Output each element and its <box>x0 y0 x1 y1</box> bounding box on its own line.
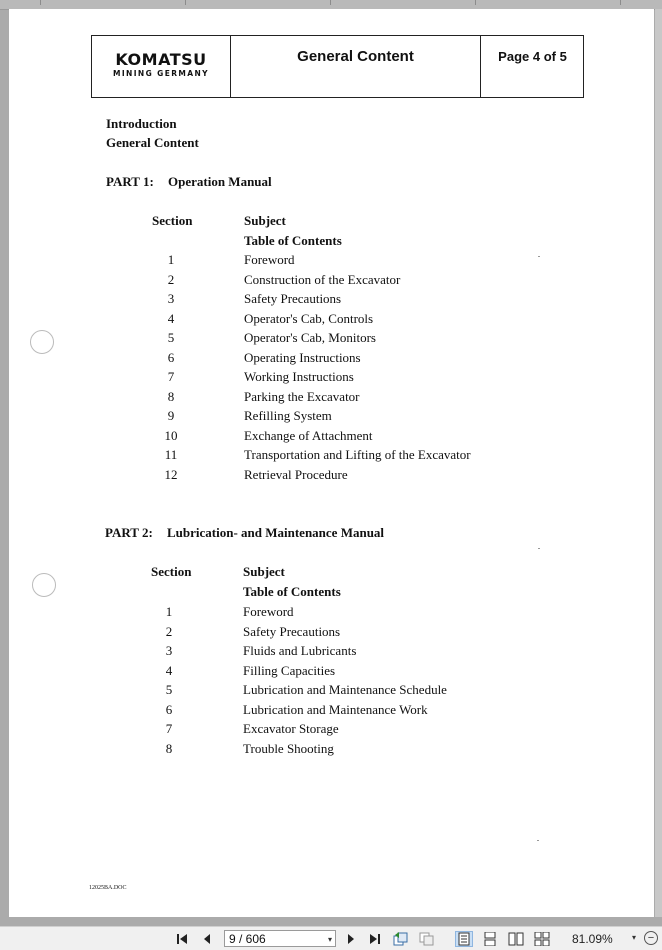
part2-subject: Safety Precautions <box>243 623 341 639</box>
part1-subject: Retrieval Procedure <box>244 466 348 482</box>
header-page-number: Page 4 of 5 <box>480 36 584 97</box>
komatsu-logo <box>92 36 231 97</box>
document-page <box>9 9 654 917</box>
ruler-tick <box>475 0 476 5</box>
header-title: General Content <box>297 48 414 65</box>
previous-page-button[interactable] <box>199 931 215 947</box>
part2-section-number: 8 <box>165 740 173 756</box>
viewer-toolbar <box>0 926 662 950</box>
part1-subject: Foreword <box>244 252 295 267</box>
part1-subject: Exchange of Attachment <box>244 427 373 443</box>
part2-section-number: 5 <box>165 682 173 697</box>
part1-subject: Operating Instructions <box>244 349 361 365</box>
intro-line: Introduction <box>106 116 177 131</box>
part1-section-number: 11 <box>164 447 178 462</box>
first-page-button[interactable] <box>175 931 191 947</box>
footer-document-name: 12025BA.DOC <box>89 885 127 891</box>
continuous-page-icon <box>484 932 496 946</box>
continuous-view-button[interactable] <box>481 931 499 947</box>
chevron-down-icon[interactable]: ▾ <box>327 935 332 944</box>
part1-subject: Refilling System <box>244 408 332 423</box>
part1-subject: Operator's Cab, Monitors <box>244 330 376 345</box>
part2-section-number: 7 <box>165 721 173 736</box>
logo-subtitle: MINING GERMANY <box>113 69 209 78</box>
part2-toc-label: Table of Contents <box>243 584 341 599</box>
zoom-dropdown-icon[interactable]: ▾ <box>632 933 637 942</box>
part2-section-number: 2 <box>165 623 173 639</box>
part1-section-number: 10 <box>164 427 178 443</box>
part1-section-number: 7 <box>167 369 175 384</box>
next-view-icon <box>419 932 435 946</box>
part1-section-number: 5 <box>167 330 175 345</box>
part2-subject: Trouble Shooting <box>243 740 334 756</box>
logo-brand: KOMATSU <box>115 50 207 69</box>
part1-section-number: 6 <box>167 349 175 365</box>
punch-hole <box>32 573 56 597</box>
part2-title: Lubrication- and Maintenance Manual <box>167 525 385 540</box>
part2-label: PART 2: <box>105 525 153 540</box>
ruler-tick <box>185 0 186 5</box>
scan-speck <box>538 256 540 257</box>
part2-subject: Lubrication and Maintenance Work <box>243 701 428 717</box>
part2-section-number: 3 <box>165 643 173 658</box>
part1-subject: Safety Precautions <box>244 291 342 306</box>
part1-subject: Operator's Cab, Controls <box>244 310 374 326</box>
part1-toc-label: Table of Contents <box>244 233 342 248</box>
part2-section-number: 6 <box>165 701 173 717</box>
part1-subject: Construction of the Excavator <box>244 271 401 287</box>
part1-subject: Parking the Excavator <box>244 388 360 404</box>
part2-subject: Foreword <box>243 604 294 619</box>
previous-page-icon <box>202 933 212 945</box>
ruler-tick <box>40 0 41 5</box>
part1-section-number: 2 <box>167 271 175 287</box>
page-number-input[interactable] <box>224 930 336 947</box>
punch-hole <box>30 330 54 354</box>
facing-view-button[interactable] <box>507 931 525 947</box>
part1-section-header: Section <box>152 213 193 228</box>
ruler-tick <box>330 0 331 5</box>
part2-section-number: 1 <box>165 604 173 619</box>
scan-speck <box>538 548 540 549</box>
intro-line: General Content <box>106 135 199 150</box>
last-page-button[interactable] <box>366 931 382 947</box>
page-header <box>91 35 584 98</box>
vertical-scrollbar[interactable] <box>655 9 662 917</box>
part2-subject: Excavator Storage <box>243 721 339 736</box>
previous-view-icon <box>393 932 409 946</box>
part1-subject: Working Instructions <box>244 369 354 384</box>
part1-section-number: 3 <box>167 291 175 306</box>
ruler-tick <box>620 0 621 5</box>
single-page-icon <box>458 932 470 946</box>
part2-section-header: Section <box>151 564 192 579</box>
part1-title: Operation Manual <box>168 174 272 189</box>
scan-speck <box>537 840 539 841</box>
zoom-out-icon[interactable]: − <box>644 931 658 945</box>
part2-subject: Fluids and Lubricants <box>243 643 357 658</box>
part2-subject-header: Subject <box>243 564 285 579</box>
facing-pages-icon <box>508 932 524 946</box>
part1-section-number: 8 <box>167 388 175 404</box>
next-page-icon <box>346 933 356 945</box>
part2-section-number: 4 <box>165 662 173 678</box>
last-page-icon <box>367 933 381 945</box>
part1-section-number: 9 <box>167 408 175 423</box>
single-page-view-button[interactable] <box>455 931 473 947</box>
part1-section-number: 1 <box>167 252 175 267</box>
next-page-button[interactable] <box>343 931 359 947</box>
part1-section-number: 12 <box>164 466 178 482</box>
part2-subject: Filling Capacities <box>243 662 336 678</box>
continuous-facing-view-button[interactable] <box>533 931 551 947</box>
continuous-facing-icon <box>534 932 550 946</box>
part1-subject-header: Subject <box>244 213 286 228</box>
part1-subject: Transportation and Lifting of the Excavator <box>244 447 471 462</box>
go-forward-view-button[interactable] <box>418 931 436 947</box>
part1-section-number: 4 <box>167 310 175 326</box>
part2-subject: Lubrication and Maintenance Schedule <box>243 682 447 697</box>
part1-label: PART 1: <box>106 174 154 189</box>
first-page-icon <box>176 933 190 945</box>
zoom-level[interactable]: 81.09% <box>572 932 613 946</box>
go-back-view-button[interactable] <box>392 931 410 947</box>
page-number-value: 9 / 606 <box>229 932 266 946</box>
